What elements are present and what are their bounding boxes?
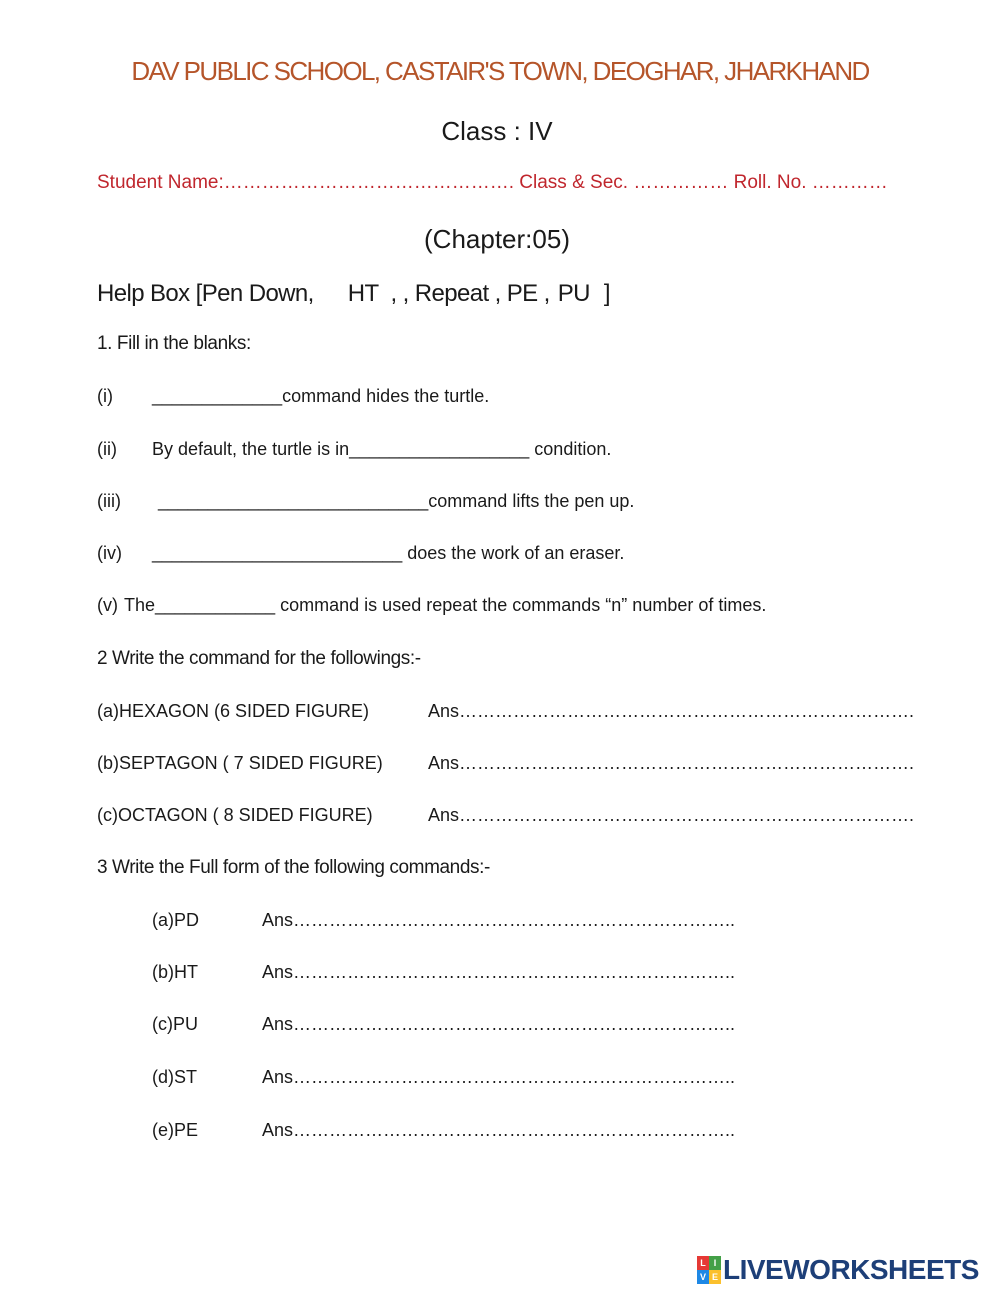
help-box-item: , , Repeat , xyxy=(390,280,501,307)
section2-title: 2 Write the command for the followings:- xyxy=(97,648,421,669)
question-text: _____________command hides the turtle. xyxy=(152,386,490,406)
student-info-line: Student Name:………………………………………. Class & Sec. …………… Roll. No. ………… xyxy=(97,172,888,193)
section2-answer-line: Ans…………………………………………………………………. xyxy=(428,701,915,721)
section1-question xyxy=(97,595,766,616)
question-text: _________________________ does the work of an eraser. xyxy=(152,543,625,563)
school-title: DAV PUBLIC SCHOOL, CASTAIR'S TOWN, DEOGHAR, JHARKHAND xyxy=(131,56,869,86)
section1-question xyxy=(97,491,634,512)
help-box xyxy=(97,280,610,308)
section1-question xyxy=(97,543,624,564)
chapter-heading: (Chapter:05) xyxy=(424,224,570,254)
logo-mark-letter: E xyxy=(709,1270,721,1284)
section3-answer-line: Ans……………………………………………………………….. xyxy=(262,962,736,982)
section2-label: (c)OCTAGON ( 8 SIDED FIGURE) xyxy=(97,805,373,825)
section3-answer-line: Ans……………………………………………………………….. xyxy=(262,1120,736,1140)
section2-answer-line: Ans…………………………………………………………………. xyxy=(428,753,915,773)
liveworksheets-logo[interactable] xyxy=(697,1252,979,1288)
logo-mark-letter: L xyxy=(697,1256,709,1270)
question-number: (v) xyxy=(97,595,118,615)
section3-title: 3 Write the Full form of the following commands:- xyxy=(97,857,490,878)
section1-title: 1. Fill in the blanks: xyxy=(97,333,251,354)
help-box-prefix: Help Box [ xyxy=(97,280,202,307)
logo-mark-letter: V xyxy=(697,1270,709,1284)
logo-mark-letter: I xyxy=(709,1256,721,1270)
help-box-item: PU xyxy=(557,280,590,307)
help-box-item: PE , xyxy=(506,280,550,307)
help-box-item: HT xyxy=(347,280,379,307)
question-text: ___________________________command lifts the pen up. xyxy=(158,491,635,511)
section1-question xyxy=(97,386,489,407)
section3-label: (d)ST xyxy=(152,1067,197,1087)
section2-answer-line: Ans…………………………………………………………………. xyxy=(428,805,915,825)
question-number: (ii) xyxy=(97,439,117,459)
section3-answer-line: Ans……………………………………………………………….. xyxy=(262,1067,736,1087)
section3-label: (c)PU xyxy=(152,1014,198,1034)
section2-label: (a)HEXAGON (6 SIDED FIGURE) xyxy=(97,701,370,721)
section1-question xyxy=(97,439,611,460)
question-number: (iii) xyxy=(97,491,121,511)
section3-label: (e)PE xyxy=(152,1120,199,1140)
question-text: The____________ command is used repeat the commands “n” number of times. xyxy=(124,595,767,615)
question-number: (i) xyxy=(97,386,113,406)
liveworksheets-logo-icon xyxy=(697,1256,721,1284)
liveworksheets-logo-text: LIVEWORKSHEETS xyxy=(723,1254,979,1285)
section3-answer-line: Ans……………………………………………………………….. xyxy=(262,1014,736,1034)
question-number: (iv) xyxy=(97,543,122,563)
section3-answer-line: Ans……………………………………………………………….. xyxy=(262,910,736,930)
help-box-item: Pen Down, xyxy=(201,280,314,307)
section3-label: (a)PD xyxy=(152,910,200,930)
class-heading: Class : IV xyxy=(441,116,553,146)
question-text: By default, the turtle is in__________________ condition. xyxy=(152,439,612,459)
help-box-item: ] xyxy=(603,280,610,307)
section2-label: (b)SEPTAGON ( 7 SIDED FIGURE) xyxy=(97,753,383,773)
section3-label: (b)HT xyxy=(152,962,198,982)
